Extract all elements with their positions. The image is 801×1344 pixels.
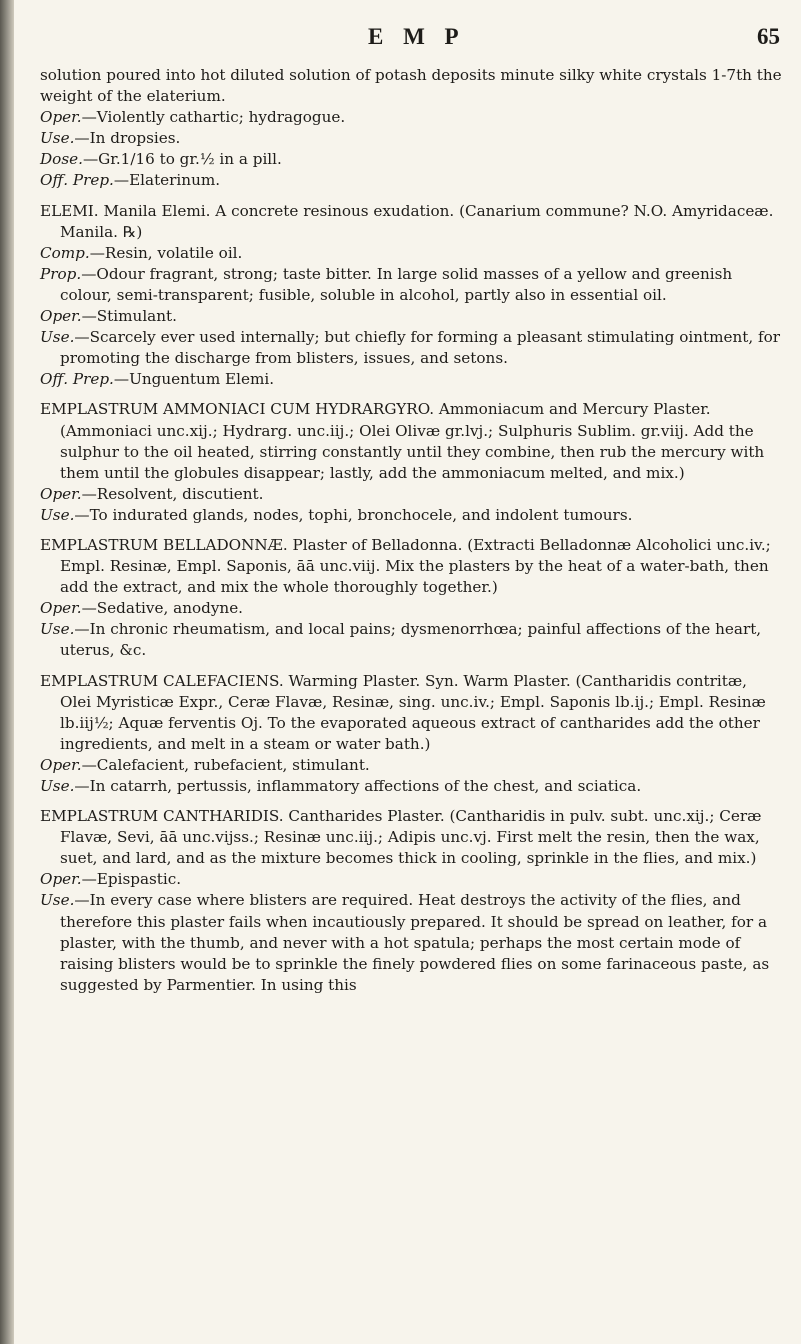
entry-oper: Oper.—Calefacient, rubefacient, stimulant. [40,755,370,774]
entry-head: EMPLASTRUM BELLADONNÆ. Plaster of Belladonna. (Extracti Belladonnæ Alcoholici unc.iv.; Empl. Resinæ, Empl. Saponis, āā unc.viij. Mix the plasters by the heat of a water-bath, then add the extract, and mix the whole thoroughly together.) [40,535,771,597]
elaterium-oper: Oper.—Violently cathartic; hydragogue. [40,108,346,127]
entry-comp: Comp.—Resin, volatile oil. [40,243,243,262]
entry-emplastrum-belladonnae [40,535,782,662]
entry-oper: Oper.—Stimulant. [40,307,177,326]
entry-use: Use.—In every case where blisters are required. Heat destroys the activity of the flies, and therefore this plaster fails when incautiously prepared. It should be spread on leather, for a plaster, with the thumb, and never with a hot spatula; perhaps the most certain mode of raising blisters would be to sprinkle the finely powdered flies on some farinaceous paste, as suggested by Parmentier. In using this [40,891,770,994]
book-binding-edge [0,0,14,1344]
entry-emplastrum-calefaciens [40,671,782,798]
entry-head: EMPLASTRUM CALEFACIENS. Warming Plaster. Syn. Warm Plaster. (Cantharidis contritæ, Olei Myristicæ Expr., Ceræ Flavæ, Resinæ, sing. unc.iv.; Empl. Saponis lb.ij.; Empl. Resinæ lb.iij½; Aquæ ferventis Oj. To the evaporated aqueous extract of cantharides add the other ingredients, and melt in a steam or water bath.) [40,671,766,753]
entry-use: Use.—To indurated glands, nodes, tophi, bronchocele, and indolent tumours. [40,505,633,524]
entry-use: Use.—In chronic rheumatism, and local pains; dysmenorrhœa; painful affections of the heart, uterus, &c. [40,620,762,660]
entry-prop: Prop.—Odour fragrant, strong; taste bitter. In large solid masses of a yellow and greenish colour, semi-transparent; fusible, soluble in alcohol, partly also in essential oil. [40,264,733,304]
running-header [40,22,782,56]
entry-head: ELEMI. Manila Elemi. A concrete resinous exudation. (Canarium commune? N.O. Amyridaceæ. Manila. ℞) [40,201,774,241]
entry-oper: Oper.—Epispastic. [40,870,182,889]
entry-head: EMPLASTRUM CANTHARIDIS. Cantharides Plaster. (Cantharidis in pulv. subt. unc.xij.; Ceræ Flavæ, Sevi, āā unc.vijss.; Resinæ unc.iij.; Adipis unc.vj. First melt the resin, then the wax, suet, and lard, and as the mixture becomes thick in cooling, sprinkle in the flies, and mix.) [40,807,762,868]
book-page [40,22,782,996]
entry-elemi [40,201,782,391]
entry-oper: Oper.—Sedative, anodyne. [40,599,244,618]
entry-emplastrum-cantharidis [40,806,782,996]
running-head-title: E M P [368,24,466,49]
elaterium-use: Use.—In dropsies. [40,129,181,148]
entry-emplastrum-ammoniaci [40,399,782,526]
elaterium-dose: Dose.—Gr.1/16 to gr.½ in a pill. [40,150,282,169]
page-body [40,65,782,996]
entry-use: Use.—Scarcely ever used internally; but chiefly for forming a pleasant stimulating ointment, for promoting the discharge from blisters, issues, and setons. [40,328,781,368]
entry-oper: Oper.—Resolvent, discutient. [40,484,264,503]
elaterium-off-prep: Off. Prep.—Elaterinum. [40,171,221,190]
page-number: 65 [757,24,780,49]
entry-off-prep: Off. Prep.—Unguentum Elemi. [40,370,275,389]
entry-head: EMPLASTRUM AMMONIACI CUM HYDRARGYRO. Ammoniacum and Mercury Plaster. (Ammoniaci unc.xij.; Hydrarg. unc.iij.; Olei Olivæ gr.lvj.; Sulphuris Sublim. gr.viij. Add the sulphur to the oil heated, stirring constantly until they combine, then rub the mercury with them until the globules disappear; lastly, add the ammoniacum melted, and mix.) [40,400,765,482]
entry-use: Use.—In catarrh, pertussis, inflammatory affections of the chest, and sciatica. [40,777,642,795]
elaterium-continuation [40,65,782,192]
elaterium-text: solution poured into hot diluted solution of potash deposits minute silky white crystals 1-7th the weight of the elaterium. [40,66,782,106]
